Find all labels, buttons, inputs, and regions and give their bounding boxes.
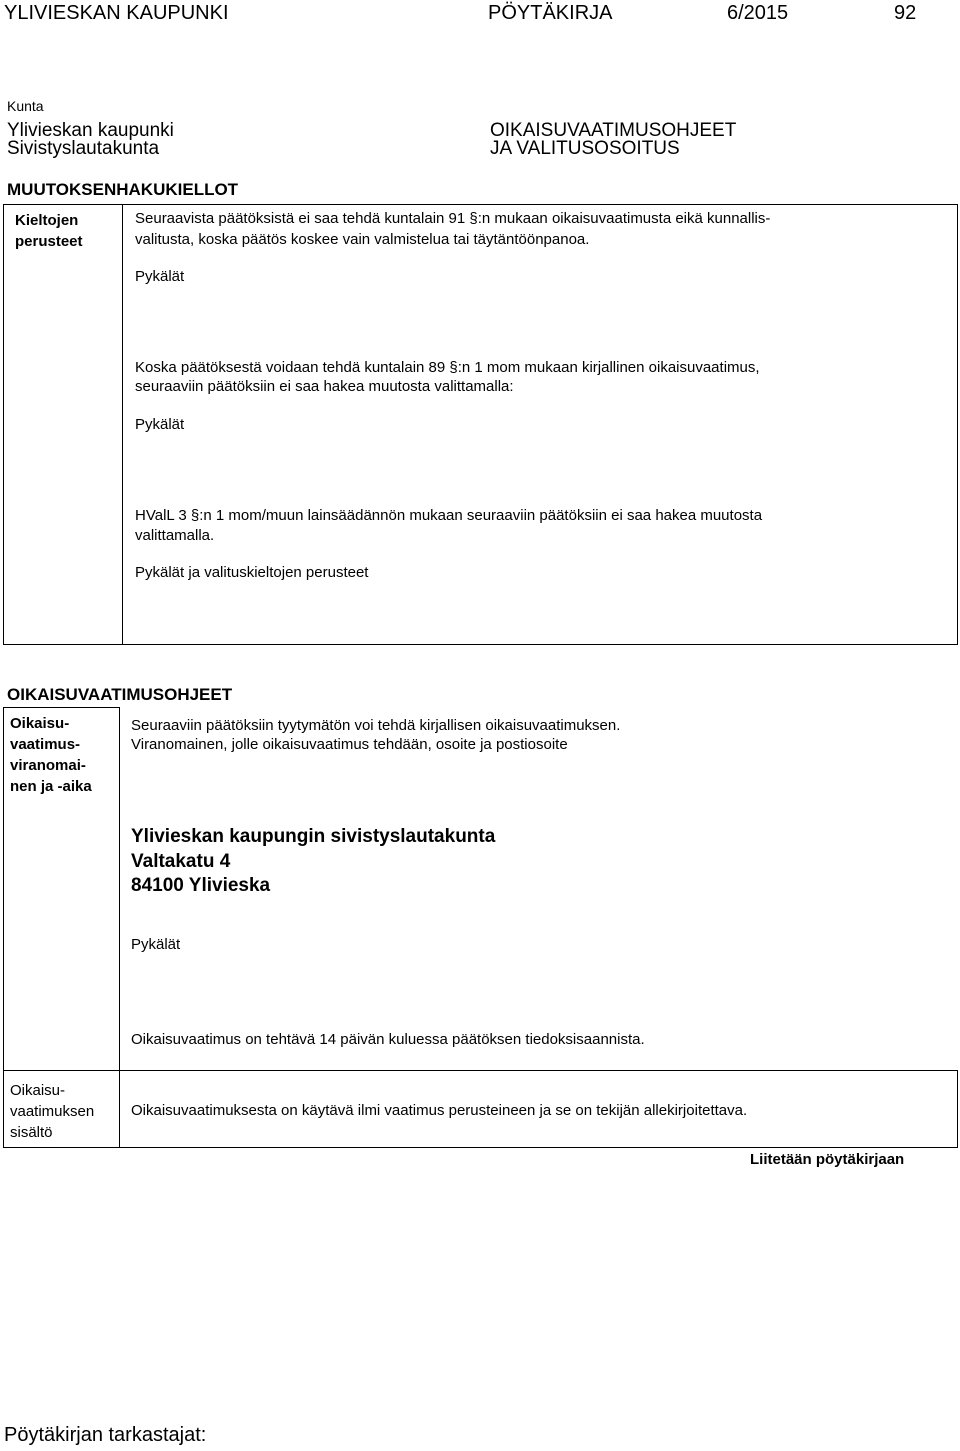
restriction-p1-line2: valitusta, koska päätös koskee vain valmistelua tai täytäntöönpanoa. <box>135 231 590 248</box>
restriction-p2-line1: Koska päätöksestä voidaan tehdä kuntalain 89 §:n 1 mom mukaan kirjallinen oikaisuvaatimus, <box>135 359 760 376</box>
content-label-line3: sisältö <box>10 1124 53 1141</box>
page-number: 92 <box>894 2 917 24</box>
restriction-p1-line1: Seuraavista päätöksistä ei saa tehdä kuntalain 91 §:n mukaan oikaisuvaatimusta eikä kunnallis- <box>135 210 771 227</box>
doc-type: PÖYTÄKIRJA <box>488 2 613 24</box>
issue-number: 6/2015 <box>727 2 789 24</box>
instructions-text-line2: Viranomainen, jolle oikaisuvaatimus tehdään, osoite ja postiosoite <box>131 736 568 753</box>
section-heading-oikaisuvaatimusohjeet: OIKAISUVAATIMUSOHJEET <box>7 685 233 704</box>
authority-label-line1: Oikaisu- <box>10 715 70 732</box>
deadline-text: Oikaisuvaatimus on tehtävä 14 päivän kuluessa päätöksen tiedoksisaannista. <box>131 1031 645 1048</box>
content-label-line2: vaatimuksen <box>10 1103 95 1120</box>
restriction-p3-pykalat: Pykälät ja valituskieltojen perusteet <box>135 564 369 581</box>
restriction-p3-line1: HValL 3 §:n 1 mom/muun lainsäädännön mukaan seuraaviin päätöksiin ei saa hakea muutosta <box>135 507 763 524</box>
content-divider <box>119 1070 120 1148</box>
board-name: Sivistyslautakunta <box>7 138 160 159</box>
section-heading-muutoksenhakukiellot: MUUTOKSENHAKUKIELLOT <box>7 180 239 199</box>
municipality: Ylivieskan kaupunki <box>7 120 174 141</box>
instructions-pykalat: Pykälät <box>131 936 181 953</box>
attachment-note: Liitetään pöytäkirjaan <box>750 1151 905 1168</box>
inspectors-label: Pöytäkirjan tarkastajat: <box>4 1424 207 1446</box>
instructions-left-border <box>3 707 4 1070</box>
restrictions-label-line2: perusteet <box>15 233 83 250</box>
address-line1: Ylivieskan kaupungin sivistyslautakunta <box>131 826 496 847</box>
restrictions-divider <box>122 204 123 645</box>
authority-label-line2: vaatimus- <box>10 736 81 753</box>
address-line3: 84100 Ylivieska <box>131 875 271 896</box>
restriction-p3-line2: valittamalla. <box>135 527 215 544</box>
instructions-top-border <box>3 707 120 708</box>
content-label-line1: Oikaisu- <box>10 1082 66 1099</box>
doc-title-line2: JA VALITUSOSOITUS <box>490 138 680 159</box>
kunta-label: Kunta <box>7 98 44 114</box>
content-text: Oikaisuvaatimuksesta on käytävä ilmi vaatimus perusteineen ja se on tekijän allekirjoitettava. <box>131 1102 748 1119</box>
restriction-p2-pykalat: Pykälät <box>135 416 185 433</box>
authority-label-line3: viranomai- <box>10 757 86 774</box>
instructions-text-line1: Seuraaviin päätöksiin tyytymätön voi tehdä kirjallisen oikaisuvaatimuksen. <box>131 717 621 734</box>
restriction-p2-line2: seuraaviin päätöksiin ei saa hakea muutosta valittamalla: <box>135 378 514 395</box>
org-name: YLIVIESKAN KAUPUNKI <box>4 2 229 24</box>
doc-title-line1: OIKAISUVAATIMUSOHJEET <box>490 120 737 141</box>
instructions-divider <box>119 707 120 1070</box>
restrictions-label-line1: Kieltojen <box>15 212 79 229</box>
authority-label-line4: nen ja -aika <box>10 778 92 795</box>
restriction-p1-pykalat: Pykälät <box>135 268 185 285</box>
address-line2: Valtakatu 4 <box>131 851 231 872</box>
